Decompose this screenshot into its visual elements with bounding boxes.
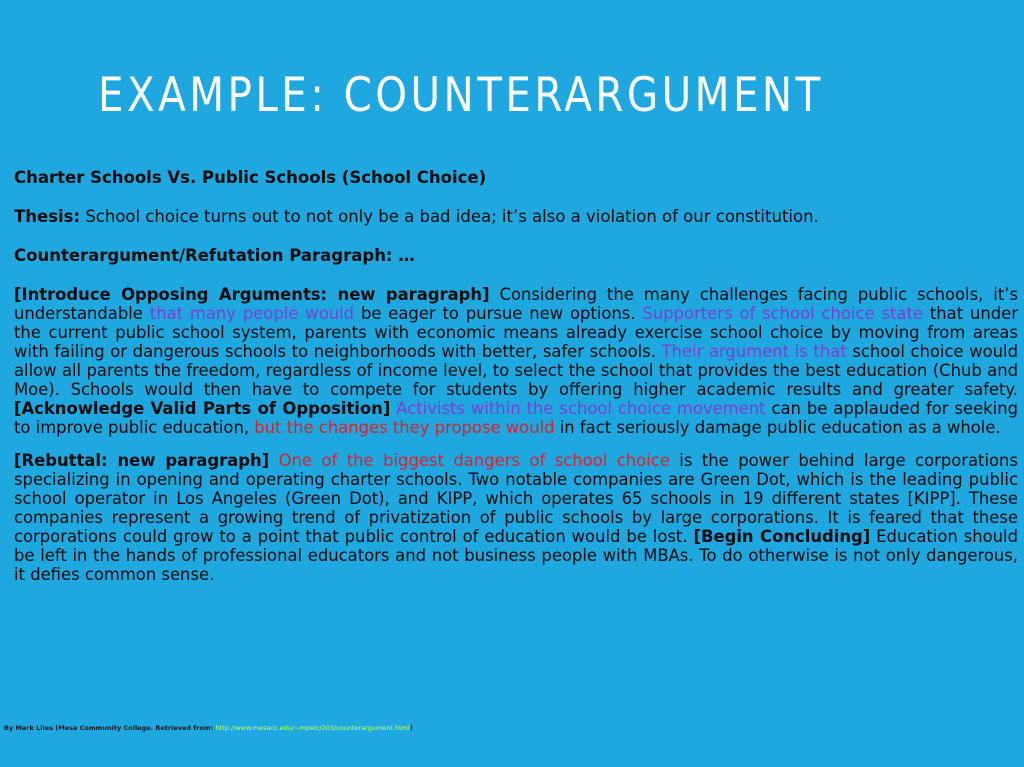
- highlight-red: but the changes they propose would: [254, 418, 555, 437]
- tag-begin-concluding: [Begin Concluding]: [693, 527, 871, 546]
- text-segment: can be applauded for seeking to improve public education,: [14, 399, 1018, 437]
- text-segment: [269, 451, 278, 470]
- counterargument-heading-text: Counterargument/Refutation Paragraph: …: [14, 246, 415, 265]
- text-segment: that under the current public school system, parents with economic means already exercise school choice by moving from areas with failing or dangerous schools to neighborhoods with better, safer schools.: [14, 304, 1018, 361]
- tag-introduce-opposing: [Introduce Opposing Arguments: new paragraph]: [14, 285, 490, 304]
- thesis-line: [14, 207, 1018, 227]
- thesis-label: Thesis:: [14, 207, 81, 226]
- highlight-purple: Activists within the school choice movement: [396, 399, 766, 418]
- counterargument-paragraph: [14, 285, 1018, 437]
- highlight-red: One of the biggest dangers of school choice: [278, 451, 670, 470]
- text-segment: in fact seriously damage public education as a whole.: [554, 418, 1001, 437]
- text-segment: be eager to pursue new options.: [354, 304, 643, 323]
- source-link[interactable]: http://www.mesacc.edu/~mpelc/203/counterargument.html: [215, 724, 410, 732]
- text-segment: school choice would allow all parents the freedom, regardless of income level, to select the school that provides the best education (Chub and Moe). Schools would then have to compete for students by offering higher academic results and greater safety.: [14, 342, 1018, 399]
- slide-content: [14, 168, 1018, 598]
- text-segment: Education should be left in the hands of professional educators and not business people with MBAs. To do otherwise is not only dangerous, it defies common sense.: [14, 527, 1019, 584]
- tag-rebuttal: [Rebuttal: new paragraph]: [14, 451, 270, 470]
- highlight-purple: Their argument is that: [661, 342, 847, 361]
- text-segment: is the power behind large corporations specializing in opening and operating charter schools. Two notable companies are Green Dot, which is the leading public school operator in Los Angeles (Green Dot), and KIPP, which operates 65 schools in 19 different states [KIPP]. These companies represent a growing trend of privatization of public schools by large corporations. It is feared that these corporations could grow to a point that public control of education would be lost.: [14, 451, 1018, 546]
- source-credit-text: By Mark Liles (Mesa Community College. Retrieved from:: [4, 724, 216, 732]
- source-credit: [4, 724, 413, 732]
- highlight-purple: that many people would: [149, 304, 355, 323]
- topic-heading: [14, 168, 1018, 188]
- topic-text: Charter Schools Vs. Public Schools (School Choice): [14, 168, 487, 187]
- text-segment: Considering the many challenges facing public schools, it’s understandable: [14, 285, 1018, 323]
- slide-title: EXAMPLE: COUNTERARGUMENT: [98, 68, 824, 123]
- tag-acknowledge-valid: [Acknowledge Valid Parts of Opposition]: [14, 399, 391, 418]
- rebuttal-paragraph: [14, 451, 1018, 584]
- source-credit-close: ): [409, 724, 413, 732]
- counterargument-heading: [14, 246, 1018, 266]
- thesis-text: School choice turns out to not only be a bad idea; it’s also a violation of our constitution.: [80, 207, 819, 226]
- highlight-purple: Supporters of school choice state: [642, 304, 923, 323]
